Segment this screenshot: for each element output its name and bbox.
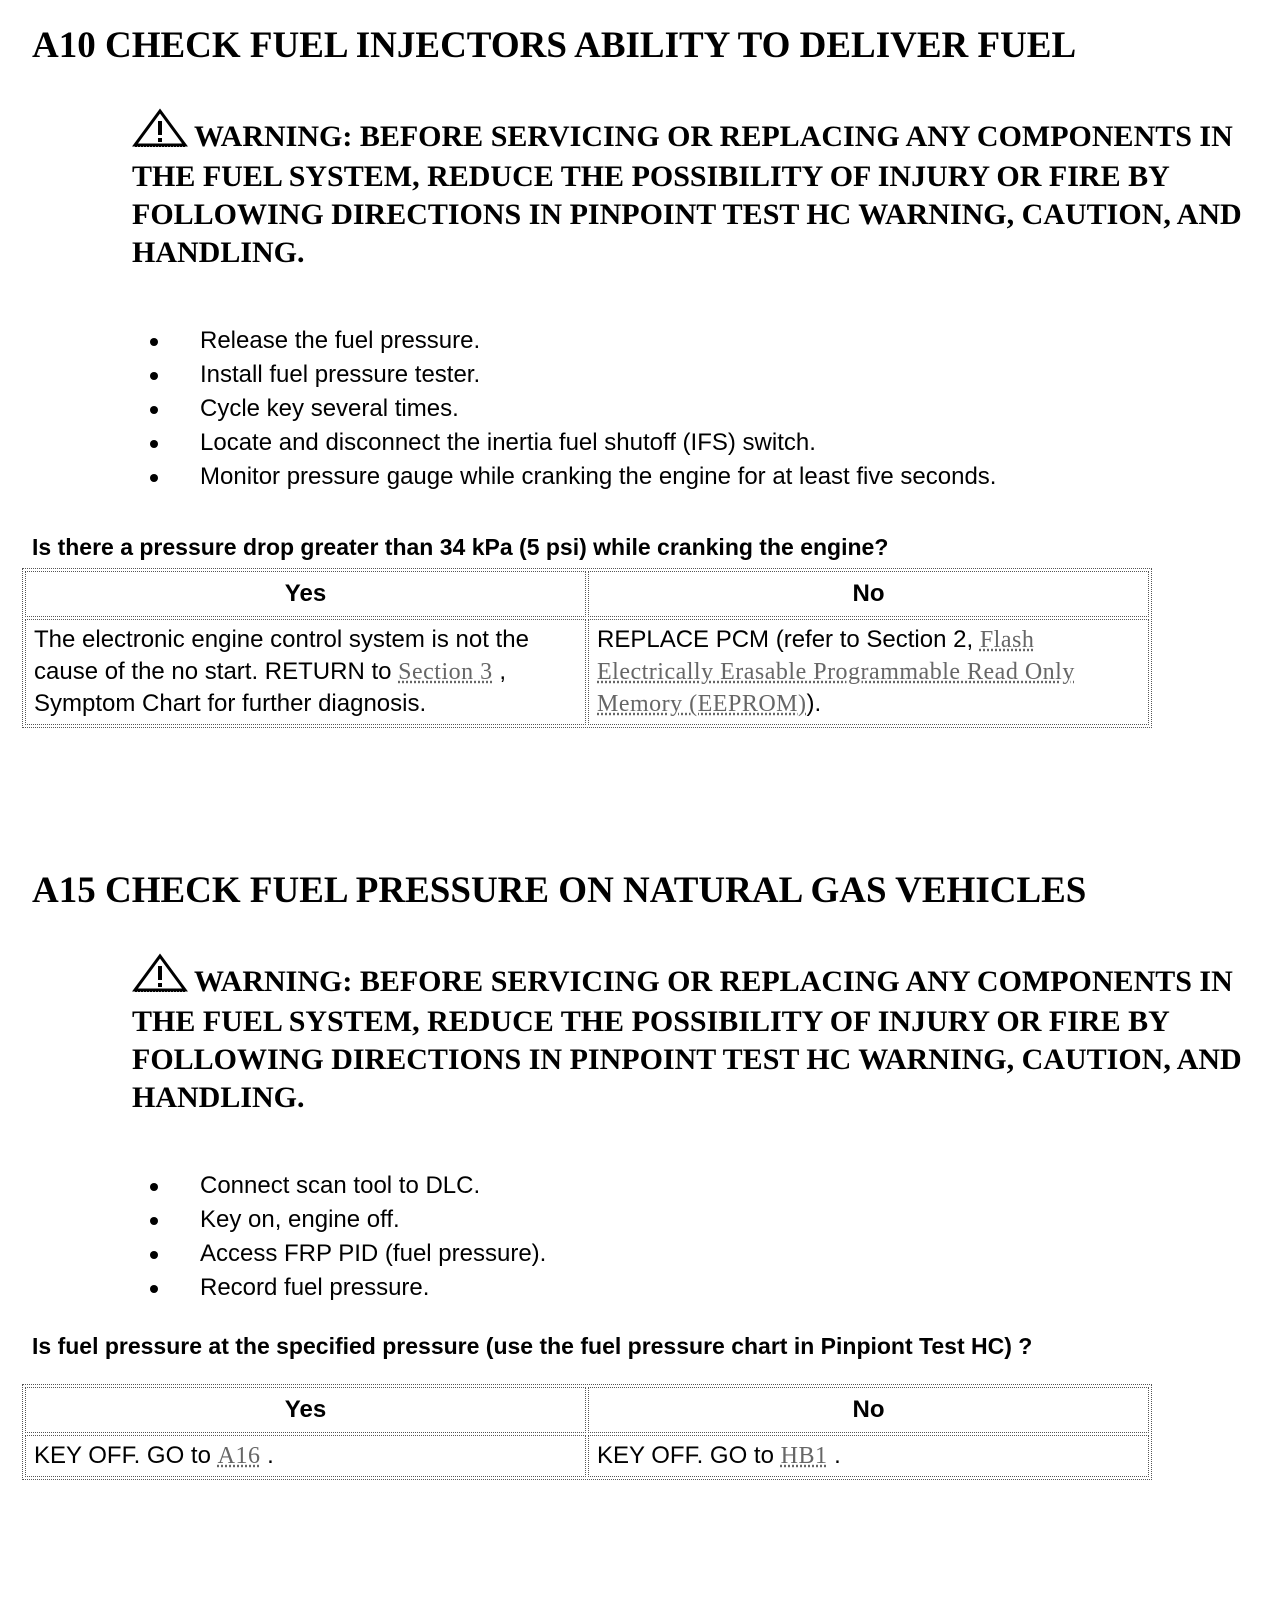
step-list bbox=[0, 1169, 546, 1305]
bullet-icon bbox=[150, 338, 158, 346]
question-text: Is fuel pressure at the specified pressure (use the fuel pressure chart in Pinpiont Test HC) ? bbox=[32, 1333, 1033, 1359]
bullet-icon bbox=[150, 406, 158, 414]
hb1-link[interactable]: HB1 bbox=[780, 1443, 828, 1469]
yes-cell: KEY OFF. GO to A16 . bbox=[25, 1435, 586, 1477]
table-row bbox=[25, 619, 1149, 725]
no-cell: KEY OFF. GO to HB1 . bbox=[588, 1435, 1149, 1477]
section-heading: A15 CHECK FUEL PRESSURE ON NATURAL GAS VEHICLES bbox=[32, 870, 1087, 911]
bullet-icon bbox=[150, 1285, 158, 1293]
yes-header: Yes bbox=[25, 571, 586, 617]
list-item: Monitor pressure gauge while cranking the engine for at least five seconds. bbox=[0, 460, 996, 494]
bullet-icon bbox=[150, 1251, 158, 1259]
bullet-icon bbox=[150, 474, 158, 482]
table-header-row bbox=[25, 1387, 1149, 1433]
yes-no-table bbox=[22, 1384, 1152, 1480]
a16-link[interactable]: A16 bbox=[217, 1443, 261, 1469]
warning-triangle-icon bbox=[132, 108, 188, 158]
list-item: Cycle key several times. bbox=[0, 392, 996, 426]
no-header: No bbox=[588, 571, 1149, 617]
list-item: Key on, engine off. bbox=[0, 1203, 546, 1237]
section-3-link[interactable]: Section 3 bbox=[398, 659, 493, 685]
list-item: Record fuel pressure. bbox=[0, 1271, 546, 1305]
list-item: Release the fuel pressure. bbox=[0, 324, 996, 358]
step-list bbox=[0, 324, 996, 494]
list-item: Install fuel pressure tester. bbox=[0, 358, 996, 392]
warning-note bbox=[132, 953, 1242, 1117]
warning-text: WARNING: BEFORE SERVICING OR REPLACING ANY COMPONENTS IN THE FUEL SYSTEM, REDUCE THE POSSIBILITY OF INJURY OR FIRE BY FOLLOWING DIRECTIONS IN PINPOINT TEST HC WARNING, CAUTION, AND HANDLING. bbox=[132, 120, 1242, 269]
yes-no-table bbox=[22, 568, 1152, 728]
table-header-row bbox=[25, 571, 1149, 617]
bullet-icon bbox=[150, 440, 158, 448]
list-item: Locate and disconnect the inertia fuel shutoff (IFS) switch. bbox=[0, 426, 996, 460]
warning-triangle-icon bbox=[132, 953, 188, 1003]
list-item: Access FRP PID (fuel pressure). bbox=[0, 1237, 546, 1271]
no-cell: REPLACE PCM (refer to Section 2, Flash Electrically Erasable Programmable Read Only Memory (EEPROM)). bbox=[588, 619, 1149, 725]
eeprom-link[interactable]: Flash Electrically Erasable Programmable Read Only Memory (EEPROM) bbox=[597, 627, 1075, 717]
warning-note bbox=[132, 108, 1242, 272]
no-header: No bbox=[588, 1387, 1149, 1433]
yes-header: Yes bbox=[25, 1387, 586, 1433]
section-heading: A10 CHECK FUEL INJECTORS ABILITY TO DELIVER FUEL bbox=[32, 25, 1077, 66]
question-text: Is there a pressure drop greater than 34 kPa (5 psi) while cranking the engine? bbox=[32, 534, 889, 560]
bullet-icon bbox=[150, 1217, 158, 1225]
table-row bbox=[25, 1435, 1149, 1477]
bullet-icon bbox=[150, 372, 158, 380]
bullet-icon bbox=[150, 1183, 158, 1191]
warning-text: WARNING: BEFORE SERVICING OR REPLACING ANY COMPONENTS IN THE FUEL SYSTEM, REDUCE THE POSSIBILITY OF INJURY OR FIRE BY FOLLOWING DIRECTIONS IN PINPOINT TEST HC WARNING, CAUTION, AND HANDLING. bbox=[132, 965, 1242, 1114]
list-item: Connect scan tool to DLC. bbox=[0, 1169, 546, 1203]
yes-cell: The electronic engine control system is not the cause of the no start. RETURN to Section 3 , Symptom Chart for further diagnosis. bbox=[25, 619, 586, 725]
